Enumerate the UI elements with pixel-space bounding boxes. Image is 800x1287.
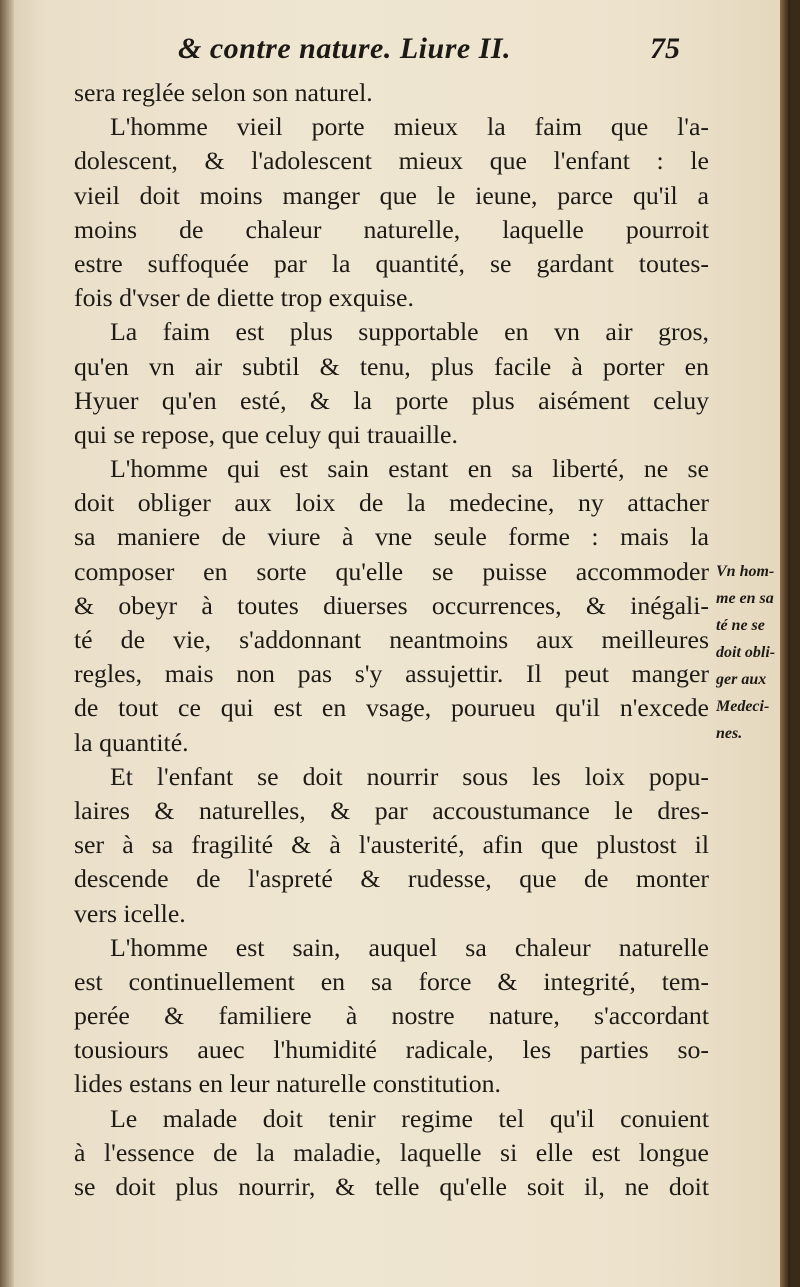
text-line: sera reglée selon son naturel.	[74, 78, 373, 107]
margin-note-line: me en sa	[716, 590, 774, 607]
text-line: Hyuer qu'en esté, & la porte plus aisément celuy	[74, 385, 709, 415]
text-line: L'homme vieil porte mieux la faim que l'a-	[110, 112, 709, 142]
margin-note-line: nes.	[716, 725, 743, 742]
page-gutter-shadow	[0, 0, 14, 1287]
margin-note-line: Medeci-	[716, 698, 770, 715]
margin-note-line: doit obli-	[716, 644, 776, 661]
text-line: tousiours auec l'humidité radicale, les parties so-	[74, 1035, 709, 1065]
page-header	[170, 32, 690, 72]
page-edge	[780, 0, 790, 1287]
text-line: ser à sa fragilité & à l'austerité, afin que plustost il	[74, 830, 709, 860]
text-line: de tout ce qui est en vsage, pourueu qu'il n'excede	[74, 693, 709, 723]
text-line: sa maniere de viure à vne seule forme : mais la	[74, 522, 709, 552]
text-line: est continuellement en sa force & integrité, tem-	[74, 966, 709, 996]
text-line: lides estans en leur naturelle constitution.	[74, 1069, 501, 1099]
text-line: perée & familiere à nostre nature, s'accordant	[74, 1001, 709, 1031]
text-line: la quantité.	[74, 727, 189, 757]
text-line: vieil doit moins manger que le ieune, parce qu'il a	[74, 180, 709, 210]
margin-note-line: ger aux	[716, 671, 767, 688]
text-line: Le malade doit tenir regime tel qu'il conuient	[110, 1103, 709, 1133]
text-line: fois d'vser de diette trop exquise.	[74, 283, 414, 313]
text-line: La faim est plus supportable en vn air gros,	[110, 317, 709, 347]
running-title: & contre nature. Liure II.	[178, 32, 512, 65]
text-line: L'homme qui est sain estant en sa liberté, ne se	[110, 454, 709, 484]
margin-note	[716, 558, 790, 747]
text-line: se doit plus nourrir, & telle qu'elle soit il, ne doit	[74, 1172, 709, 1201]
text-line: & obeyr à toutes diuerses occurrences, & inégali-	[74, 590, 709, 620]
page-number: 75	[650, 32, 680, 65]
text-line: qu'en vn air subtil & tenu, plus facile à porter en	[74, 351, 709, 381]
text-line: regles, mais non pas s'y assujettir. Il peut manger	[74, 659, 709, 689]
text-line: moins de chaleur naturelle, laquelle pourroit	[74, 214, 709, 244]
text-line: dolescent, & l'adolescent mieux que l'enfant : le	[74, 146, 709, 176]
text-line: qui se repose, que celuy qui trauaille.	[74, 419, 458, 449]
text-line: té de vie, s'addonnant neantmoins aux meilleures	[74, 625, 709, 654]
text-line: doit obliger aux loix de la medecine, ny attacher	[74, 488, 709, 518]
margin-note-line: té ne se	[716, 617, 765, 634]
text-line: à l'essence de la maladie, laquelle si elle est longue	[74, 1137, 709, 1167]
text-line: Et l'enfant se doit nourrir sous les loix popu-	[110, 761, 709, 791]
text-line: estre suffoquée par la quantité, se gardant toutes-	[74, 248, 709, 278]
text-line: vers icelle.	[74, 898, 186, 928]
text-line: descende de l'aspreté & rudesse, que de monter	[74, 864, 709, 894]
text-line: L'homme est sain, auquel sa chaleur naturelle	[110, 932, 709, 962]
margin-note-line: Vn hom-	[716, 563, 775, 580]
text-line: laires & naturelles, & par accoustumance le dres-	[74, 795, 709, 825]
text-line: composer en sorte qu'elle se puisse accommoder	[74, 556, 709, 586]
body-text	[74, 76, 709, 1204]
